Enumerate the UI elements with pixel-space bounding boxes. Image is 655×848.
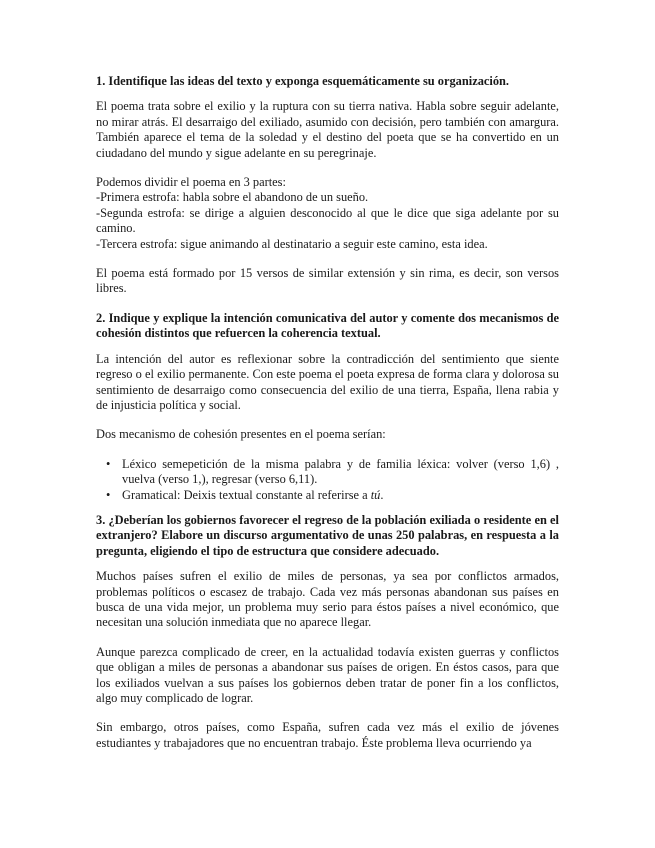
list-item	[96, 488, 559, 503]
division-intro: Podemos dividir el poema en 3 partes:	[96, 175, 286, 190]
division-item-1: -Primera estrofa: habla sobre el abandono de un sueño.	[96, 190, 369, 205]
section-3-paragraph-3: Sin embargo, otros países, como España, sufren cada vez más el exilio de jóvenes estudiantes y trabajadores que no encuentran trabajo. Éste problema lleva ocurriendo ya	[96, 720, 559, 750]
section-1-paragraph-1: El poema trata sobre el exilio y la ruptura con su tierra nativa. Habla sobre seguir adelante, no mirar atrás. El desarraigo del exiliado, asumido con decisión, pero también con amargura. También aparece el tema de la soledad y el destino del poeta que se ha convertido en un ciudadano del mundo y sigue adelante en su peregrinaje.	[96, 99, 559, 160]
list-item	[96, 457, 559, 488]
section-3-paragraph-2: Aunque parezca complicado de creer, en la actualidad todavía existen guerras y conflictos que obligan a miles de personas a abandonar sus países de origen. En éstos casos, para que los exiliados vuelvan a sus países los gobiernos deben tratar de poner fin a los conflictos, algo muy complicado de lograr.	[96, 644, 559, 705]
section-2-paragraph-2: Dos mecanismo de cohesión presentes en el poema serían:	[96, 427, 386, 442]
section-3-paragraph-1: Muchos países sufren el exilio de miles de personas, ya sea por conflictos armados, problemas políticos o escasez de trabajo. Cada vez más personas abandonan sus países en busca de una vida mejor, un problema muy serio para éstos países a nivel económico, que necesitan una solución inmediata que no aparece llegar.	[96, 569, 559, 630]
division-item-3: -Tercera estrofa: sigue animando al destinatario a seguir este camino, esta idea.	[96, 236, 488, 251]
section-2-heading: 2. Indique y explique la intención comunicativa del autor y comente dos mecanismos de cohesión distintos que refuercen la coherencia textual.	[96, 310, 559, 341]
section-3-heading: 3. ¿Deberían los gobiernos favorecer el regreso de la población exiliada o residente en el extranjero? Elabore un discurso argumentativo de unas 250 palabras, en respuesta a la pregunta, eligiendo el tipo de estructura que considere adecuado.	[96, 512, 559, 558]
section-1-paragraph-3: El poema está formado por 15 versos de similar extensión y sin rima, es decir, son versos libres.	[96, 266, 559, 296]
bullet-icon: •	[106, 487, 111, 502]
bullet-icon: •	[106, 456, 111, 471]
list-item-text: Léxico semepetición de la misma palabra y de familia léxica: volver (verso 1,6) , vuelva (verso 1,), regresar (verso 6,11).	[122, 456, 559, 487]
division-item-2: -Segunda estrofa: se dirige a alguien desconocido al que le dice que siga adelante por su camino.	[96, 205, 559, 236]
cohesion-list	[96, 457, 559, 503]
emphasis-text: tú	[370, 487, 381, 502]
list-item-end: .	[380, 487, 384, 502]
section-2-paragraph-1: La intención del autor es reflexionar sobre la contradicción del sentimiento que siente regreso o el exilio permanente. Con este poema el poeta expresa de forma clara y dolorosa su sentimiento de desarraigo como consecuencia del exilio de una tierra, España, llena rabia y de injusticia política y social.	[96, 351, 559, 412]
list-item-text: Gramatical: Deixis textual constante al referirse a	[122, 487, 371, 502]
section-1-heading: 1. Identifique las ideas del texto y exponga esquemáticamente su organización.	[96, 74, 510, 88]
document-page	[96, 74, 559, 751]
